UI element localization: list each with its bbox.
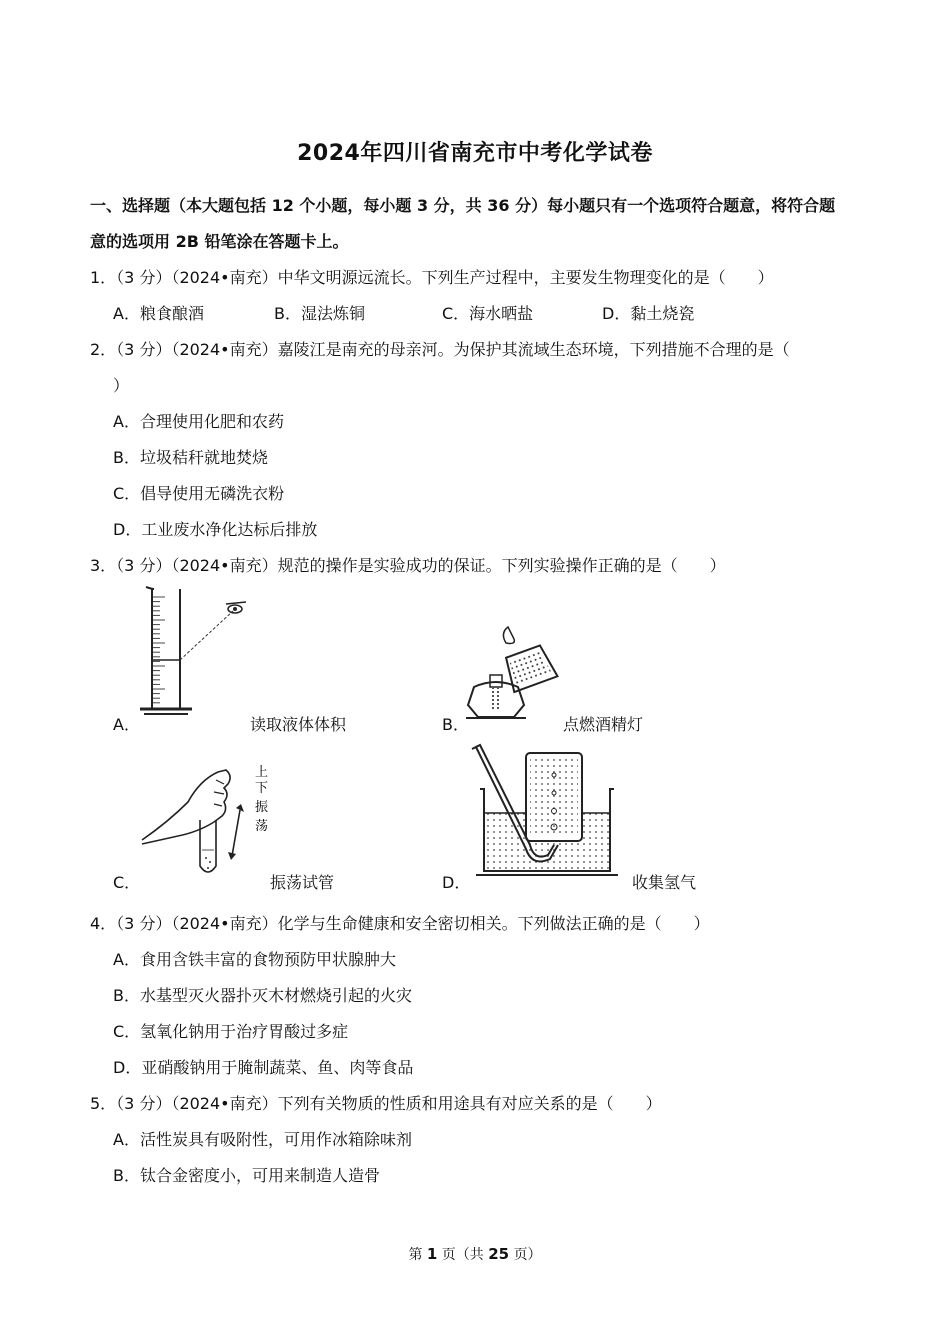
- q2-option-c: C．倡导使用无磷洗衣粉: [113, 484, 285, 503]
- section-heading-line1: 一、选择题（本大题包括 12 个小题，每小题 3 分，共 36 分）每小题只有一个选项符合题意，将符合题: [90, 196, 836, 215]
- q4-option-a: A．食用含铁丰富的食物预防甲状腺肿大: [113, 950, 396, 969]
- page-footer: [0, 1244, 950, 1264]
- footer-total-pages: 25: [488, 1245, 510, 1263]
- figure-test-tube-shaking: [138, 762, 283, 880]
- figure-gas-collection: [468, 745, 623, 880]
- q1-option-c: C．海水晒盐: [442, 304, 534, 323]
- q2-option-d: D．工业废水净化达标后排放: [113, 520, 318, 539]
- question-3-stem: 3．（3 分）（2024•南充）规范的操作是实验成功的保证。下列实验操作正确的是（ ）: [90, 556, 726, 575]
- question-2-stem: 2．（3 分）（2024•南充）嘉陵江是南充的母亲河。为保护其流域生态环境，下列措施不合理的是（: [90, 340, 790, 359]
- q3-option-a-letter: A．: [113, 715, 140, 734]
- figure-graduated-cylinder: [130, 585, 260, 720]
- figure-c-label-1: 上: [255, 765, 269, 780]
- figure-c-label-2: 下: [255, 781, 269, 796]
- page-title: 2024年四川省南充市中考化学试卷: [297, 141, 653, 166]
- figure-c-label-4: 荡: [255, 819, 269, 834]
- q5-option-b: B．钛合金密度小，可用来制造人造骨: [113, 1166, 380, 1185]
- q4-option-d: D．亚硝酸钠用于腌制蔬菜、鱼、肉等食品: [113, 1058, 414, 1077]
- q1-option-b: B．湿法炼铜: [274, 304, 365, 323]
- q3-option-c-letter: C．: [113, 873, 141, 892]
- q2-option-a: A．合理使用化肥和农药: [113, 412, 284, 431]
- question-1-stem: 1．（3 分）（2024•南充）中华文明源远流长。下列生产过程中，主要发生物理变化的是（ ）: [90, 268, 774, 287]
- figure-alcohol-lamp: [460, 625, 570, 725]
- q4-option-c: C．氢氧化钠用于治疗胃酸过多症: [113, 1022, 349, 1041]
- q3-option-d-letter: D．: [442, 873, 471, 892]
- section-heading-line2: 意的选项用 2B 铅笔涂在答题卡上。: [90, 232, 349, 251]
- q3-option-c-caption: 振荡试管: [270, 873, 335, 892]
- q3-option-a-caption: 读取液体体积: [250, 715, 347, 734]
- q3-option-b-letter: B．: [442, 715, 469, 734]
- q1-option-a: A．粮食酿酒: [113, 304, 204, 323]
- footer-post: 页）: [513, 1247, 542, 1263]
- question-5-stem: 5．（3 分）（2024•南充）下列有关物质的性质和用途具有对应关系的是（ ）: [90, 1094, 662, 1113]
- footer-page-number: 1: [426, 1245, 438, 1263]
- figure-c-label-3: 振: [255, 800, 269, 815]
- footer-pre: 第: [408, 1247, 423, 1263]
- q5-option-a: A．活性炭具有吸附性，可用作冰箱除味剂: [113, 1130, 412, 1149]
- q1-option-d: D．黏土烧瓷: [602, 304, 695, 323]
- q2-option-b: B．垃圾秸秆就地焚烧: [113, 448, 268, 467]
- footer-mid: 页（共: [441, 1247, 484, 1263]
- q4-option-b: B．水基型灭火器扑灭木材燃烧引起的火灾: [113, 986, 412, 1005]
- q3-option-b-caption: 点燃酒精灯: [563, 715, 644, 734]
- question-4-stem: 4．（3 分）（2024•南充）化学与生命健康和安全密切相关。下列做法正确的是（ ）: [90, 914, 710, 933]
- q3-option-d-caption: 收集氢气: [632, 873, 697, 892]
- question-2-stem-cont: ）: [113, 376, 130, 395]
